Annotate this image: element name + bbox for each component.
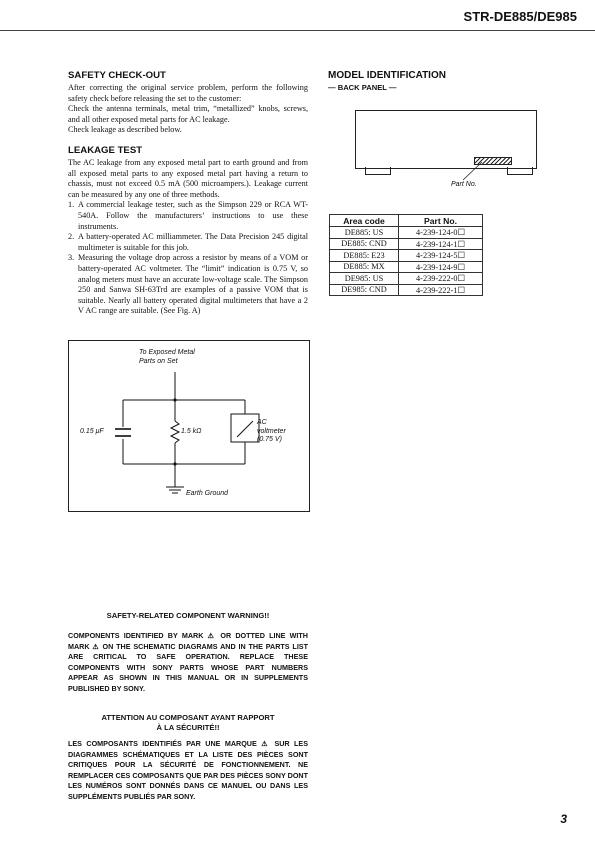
method-text: A battery-operated AC milliammeter. The Data Precision 245 digital multimeter is suitable for this job.: [78, 232, 308, 252]
leakage-test-diagram: [68, 340, 310, 512]
area-code-cell: DE985: US: [330, 273, 399, 285]
table-row: [330, 227, 483, 239]
column-header-area-code: Area code: [330, 215, 399, 227]
warning-text-en: COMPONENTS IDENTIFIED BY MARK ⚠ OR DOTTED LINE WITH MARK ⚠ ON THE SCHEMATIC DIAGRAMS AND IN THE PARTS LIST ARE CRITICAL TO SAFE OPERATION. REPLACE THESE COMPONENTS WITH SONY PARTS WHOSE PART NUMBERS APPEAR AS SHOWN IN THIS MANUAL OR IN SUPPLEMENTS PUBLISHED BY SONY.: [68, 631, 308, 693]
area-code-cell: DE985: CND: [330, 284, 399, 296]
voltmeter-label: [257, 419, 286, 445]
model-title: STR-DE885/DE985: [463, 9, 577, 24]
safety-check-section: [68, 70, 308, 136]
warning-text-fr: LES COMPOSANTS IDENTIFIÉS PAR UNE MARQUE ⚠ SUR LES DIAGRAMMES SCHÉMATIQUES ET LA LISTE DES PIÈCES SONT CRITIQUES POUR LA SÉCURITÉ DE FONCTIONNEMENT. NE REMPLACER CES COMPOSANTS QUE PAR DES PIÈCES SONY DONT LES NUMÉROS SONT DONNÉS DANS CE MANUEL OU DANS LES SUPPLÉMENTS PUBLIÉS PAR SONY.: [68, 739, 308, 801]
safety-warning-french: [68, 713, 308, 802]
back-panel-foot-left: [365, 167, 391, 175]
area-code-cell: DE885: MX: [330, 261, 399, 273]
leakage-test-body: [68, 158, 308, 317]
table-row: [330, 238, 483, 250]
table-row: [330, 284, 483, 296]
warning-title-en: SAFETY-RELATED COMPONENT WARNING!!: [106, 611, 270, 620]
probe-label-line: Parts on Set: [139, 357, 178, 365]
part-no-cell: 4-239-124-5☐: [399, 250, 483, 262]
ground-label: Earth Ground: [186, 490, 229, 497]
method-number: 1.: [68, 200, 75, 210]
part-no-cell: 4-239-222-1☐: [399, 284, 483, 296]
voltmeter-label-line: (0.75 V): [257, 436, 282, 443]
table-row: [330, 250, 483, 262]
method-number: 3.: [68, 253, 75, 263]
leakage-method: [68, 232, 308, 253]
junction-dot: [173, 398, 176, 401]
header-rule: [0, 30, 595, 31]
leakage-test-section: [68, 145, 308, 317]
table-row: [330, 273, 483, 285]
page-number: 3: [560, 812, 567, 826]
leakage-method: [68, 253, 308, 317]
warning-title-fr: À LA SÉCURITÉ!!: [156, 723, 220, 732]
column-header-part-no: Part No.: [399, 215, 483, 227]
back-panel-foot-right: [507, 167, 533, 175]
part-no-callout: Part No.: [451, 181, 477, 188]
safety-check-heading: SAFETY CHECK-OUT: [68, 70, 166, 81]
voltmeter-label-line: AC: [257, 419, 267, 426]
voltmeter-needle: [237, 421, 253, 437]
back-panel-subheading: — BACK PANEL —: [328, 83, 397, 92]
area-code-cell: DE885: US: [330, 227, 399, 239]
voltmeter-label-line: voltmeter: [257, 427, 286, 435]
area-code-cell: DE885: CND: [330, 238, 399, 250]
leakage-intro: The AC leakage from any exposed metal part to earth ground and from all exposed metal parts to any exposed metal part having a return to chassis, must not exceed 0.5 mA (500 microampers.). Leakage current can be measured by any one of three methods.: [68, 158, 308, 199]
probe-label-line: To Exposed Metal: [139, 349, 195, 356]
table-row: [330, 261, 483, 273]
leakage-test-heading: LEAKAGE TEST: [68, 145, 143, 156]
resistor-label: 1.5 kΩ: [181, 428, 202, 435]
safety-check-line: Check the antenna terminals, metal trim, “metallized” knobs, screws, and all other exposed metal parts for AC leakage.: [68, 104, 308, 124]
voltmeter-box: [231, 414, 259, 442]
area-code-cell: DE885: E23: [330, 250, 399, 262]
warning-title-fr: ATTENTION AU COMPOSANT AYANT RAPPORT: [101, 713, 275, 722]
area-code-table-wrap: [329, 214, 483, 296]
safety-check-body: [68, 83, 308, 136]
method-text: Measuring the voltage drop across a resistor by means of a VOM or battery-operated AC voltmeter. The “limit” indication is 0.75 V, so analog meters must have an accurate low-voltage scale. The Simpson 250 and Sanwa SH-63Trd are examples of a passive VOM that is suitable. Nearly all battery operated digital multimeters that have a 2 V AC range are suitable. (See Fig. A): [78, 253, 308, 316]
model-id-heading: MODEL IDENTIFICATION: [328, 70, 446, 81]
method-text: A commercial leakage tester, such as the Simpson 229 or RCA WT-540A. Follow the manufacturers’ instructions to use these instruments.: [78, 200, 308, 231]
method-number: 2.: [68, 232, 75, 242]
safety-check-line: After correcting the original service problem, perform the following safety check before releasing the set to the customer:: [68, 83, 308, 103]
resistor-zigzag: [171, 421, 179, 443]
area-code-table: [329, 214, 483, 296]
capacitor-label: 0.15 μF: [80, 428, 104, 435]
safety-check-line: Check leakage as described below.: [68, 125, 182, 135]
part-no-cell: 4-239-124-9☐: [399, 261, 483, 273]
junction-dot: [173, 462, 176, 465]
part-no-cell: 4-239-222-0☐: [399, 273, 483, 285]
probe-label: [139, 349, 195, 366]
table-header-row: [330, 215, 483, 227]
part-no-cell: 4-239-124-0☐: [399, 227, 483, 239]
part-no-cell: 4-239-124-1☐: [399, 238, 483, 250]
leakage-method: [68, 200, 308, 232]
safety-warning-english: [68, 611, 308, 694]
